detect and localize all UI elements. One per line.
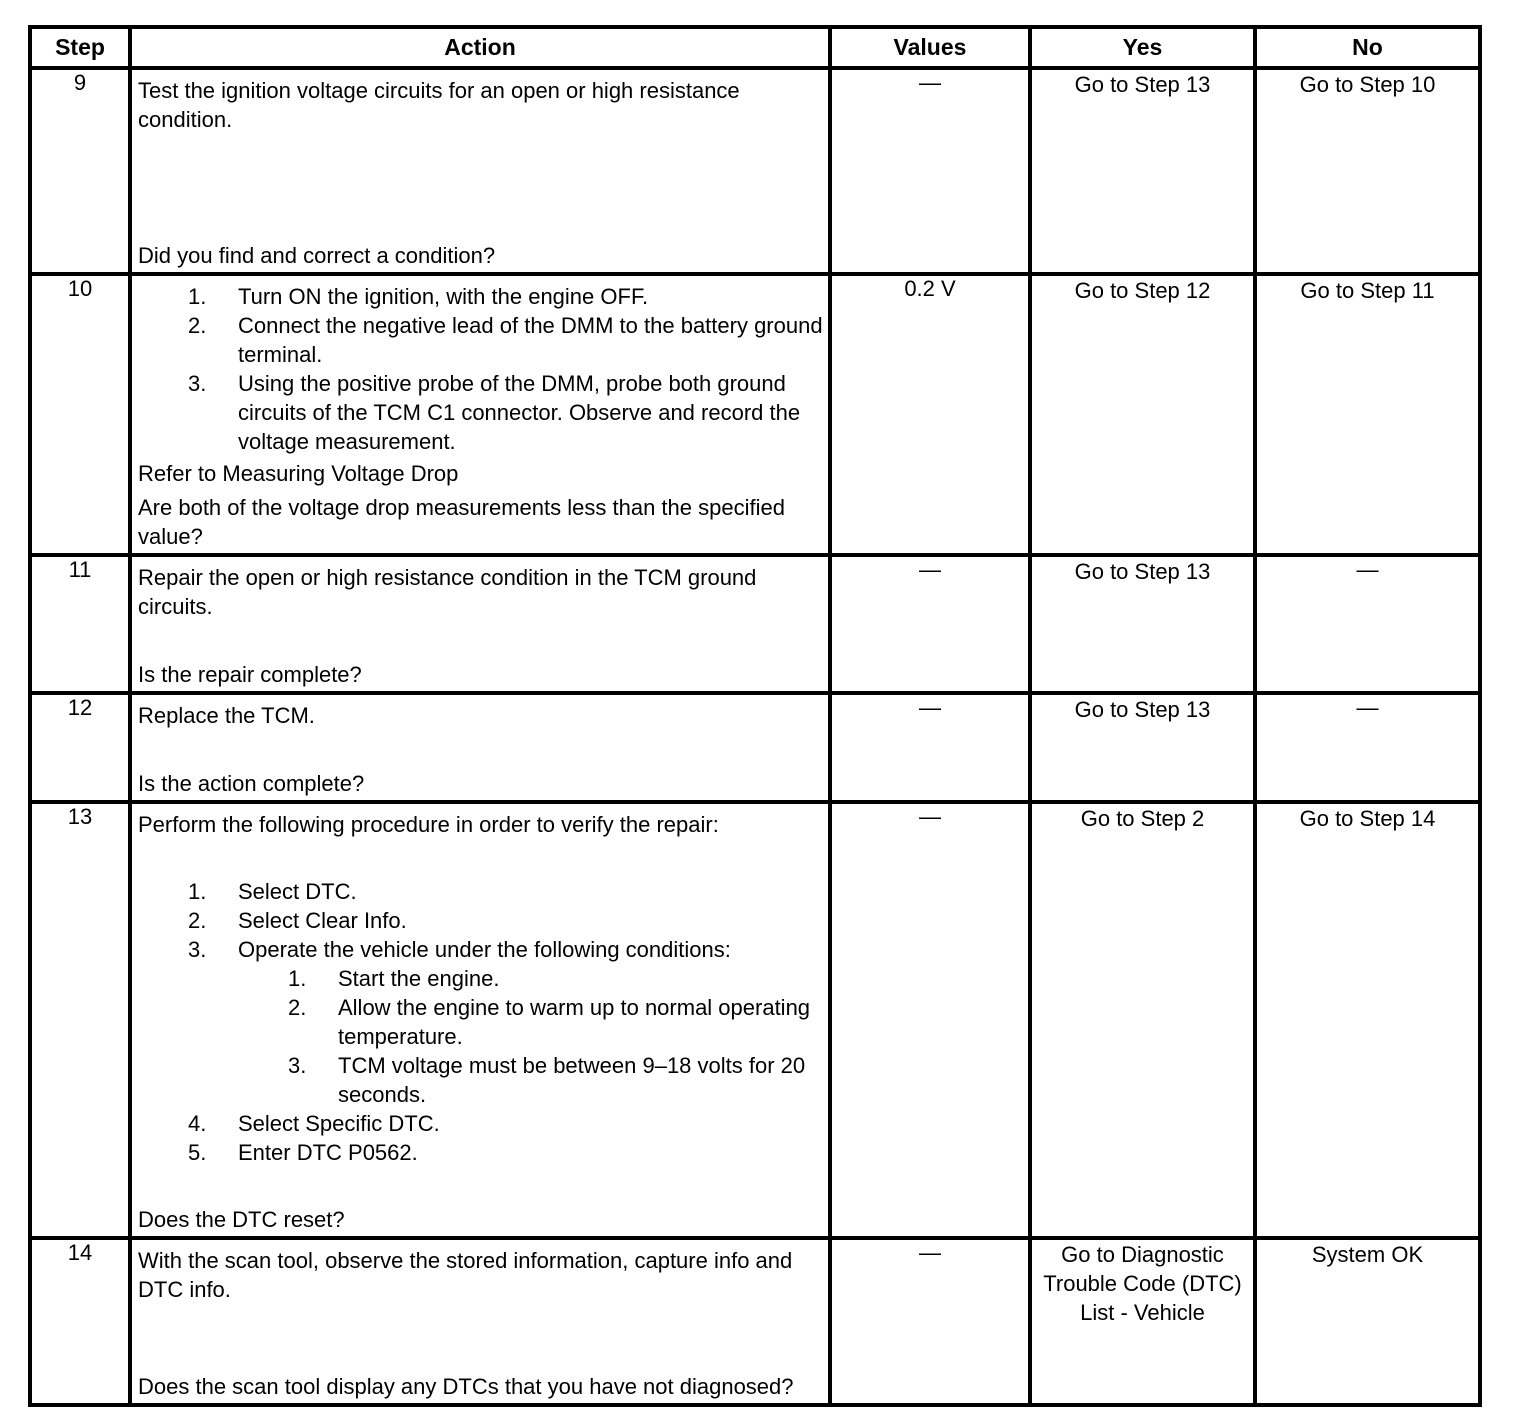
action-question: Is the repair complete?: [138, 662, 362, 687]
list-item: 4. Select Specific DTC.: [188, 1111, 440, 1136]
no-cell: Go to Step 11: [1255, 274, 1480, 555]
step-number: 14: [30, 1238, 130, 1405]
step-row-12: [30, 693, 1480, 802]
step-row-13: [30, 802, 1480, 1238]
diagnostic-table: [28, 25, 1482, 1407]
value-cell: —: [830, 802, 1030, 1238]
step-number: 13: [30, 802, 130, 1238]
step-number: 11: [30, 555, 130, 693]
list-item: 2. Select Clear Info.: [188, 908, 407, 933]
action-list-continued: [138, 1109, 824, 1167]
list-item: 1. Start the engine.: [288, 966, 500, 991]
action-sublist: [138, 964, 824, 1109]
action-list: [138, 282, 824, 456]
action-cell: [130, 1238, 830, 1405]
no-cell: Go to Step 10: [1255, 68, 1480, 274]
step-number: 12: [30, 693, 130, 802]
yes-cell: Go to Step 2: [1030, 802, 1255, 1238]
list-item: 3. Using the positive probe of the DMM, probe both ground circuits of the TCM C1 connector. Observe and record the voltage measurement.: [188, 371, 801, 454]
action-text: Test the ignition voltage circuits for an open or high resistance condition.: [138, 78, 740, 132]
action-cell: [130, 68, 830, 274]
no-cell: System OK: [1255, 1238, 1480, 1405]
header-row: [30, 27, 1480, 68]
refer-text: Refer to Measuring Voltage Drop: [138, 461, 459, 486]
header-yes: Yes: [1030, 27, 1255, 68]
step-number: 9: [30, 68, 130, 274]
yes-cell: Go to Step 12: [1030, 274, 1255, 555]
value-cell: —: [830, 1238, 1030, 1405]
no-cell: Go to Step 14: [1255, 802, 1480, 1238]
yes-cell: Go to Diagnostic Trouble Code (DTC) List - Vehicle: [1030, 1238, 1255, 1405]
action-cell: [130, 555, 830, 693]
list-item: 2. Allow the engine to warm up to normal operating temperature.: [288, 995, 811, 1049]
yes-cell: Go to Step 13: [1030, 693, 1255, 802]
action-cell: [130, 693, 830, 802]
action-text: Replace the TCM.: [138, 703, 315, 728]
header-step: Step: [30, 27, 130, 68]
action-question: Did you find and correct a condition?: [138, 243, 496, 268]
step-row-14: [30, 1238, 1480, 1405]
header-values: Values: [830, 27, 1030, 68]
action-question: Are both of the voltage drop measurements less than the specified value?: [138, 495, 785, 549]
value-cell: 0.2 V: [830, 274, 1030, 555]
action-question: Does the scan tool display any DTCs that you have not diagnosed?: [138, 1374, 794, 1399]
value-cell: —: [830, 68, 1030, 274]
list-item: 3. TCM voltage must be between 9–18 volts for 20 seconds.: [288, 1053, 806, 1107]
list-item: 1. Turn ON the ignition, with the engine OFF.: [188, 284, 649, 309]
value-cell: —: [830, 693, 1030, 802]
yes-cell: Go to Step 13: [1030, 68, 1255, 274]
action-question: Is the action complete?: [138, 771, 365, 796]
action-intro: Perform the following procedure in order to verify the repair:: [138, 812, 719, 837]
no-cell: —: [1255, 555, 1480, 693]
header-no: No: [1255, 27, 1480, 68]
step-row-10: [30, 274, 1480, 555]
list-item: 3. Operate the vehicle under the following conditions:: [188, 937, 731, 962]
list-item: 5. Enter DTC P0562.: [188, 1140, 418, 1165]
step-number: 10: [30, 274, 130, 555]
action-text: Repair the open or high resistance condition in the TCM ground circuits.: [138, 565, 757, 619]
action-question: Does the DTC reset?: [138, 1207, 345, 1232]
value-cell: —: [830, 555, 1030, 693]
action-text: With the scan tool, observe the stored information, capture info and DTC info.: [138, 1248, 793, 1302]
action-list: [138, 877, 824, 964]
action-cell: [130, 802, 830, 1238]
no-cell: —: [1255, 693, 1480, 802]
yes-cell: Go to Step 13: [1030, 555, 1255, 693]
header-action: Action: [130, 27, 830, 68]
step-row-9: [30, 68, 1480, 274]
action-cell: [130, 274, 830, 555]
list-item: 1. Select DTC.: [188, 879, 357, 904]
list-item: 2. Connect the negative lead of the DMM to the battery ground terminal.: [188, 313, 823, 367]
step-row-11: [30, 555, 1480, 693]
